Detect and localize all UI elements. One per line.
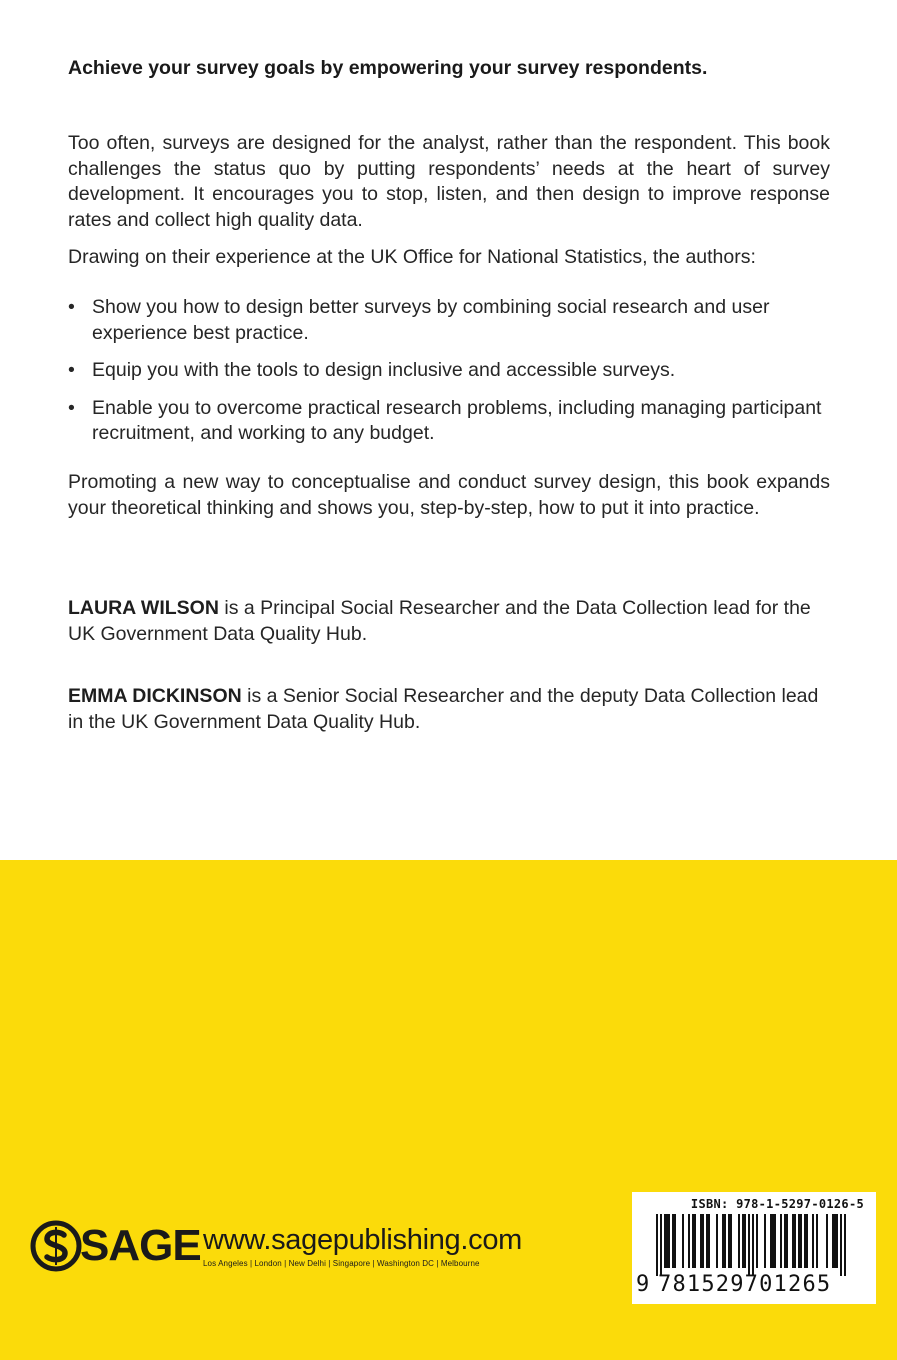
lead-in-paragraph: Drawing on their experience at the UK Office for National Statistics, the authors:: [68, 246, 756, 268]
barcode-bar: [664, 1214, 666, 1268]
barcode-bar: [764, 1214, 766, 1268]
isbn-lead-digit: 9: [636, 1272, 650, 1297]
ean-barcode: [650, 1214, 862, 1276]
barcode-bar: [840, 1214, 842, 1276]
barcode-bar: [794, 1214, 796, 1268]
publisher-logo-text: SAGE: [80, 1221, 201, 1270]
barcode-bar: [730, 1214, 732, 1268]
author-bio: is a Senior Social Researcher and the deputy Data Collection lead in the UK Government Data Quality Hub.: [68, 685, 819, 733]
closing-paragraph: Promoting a new way to conceptualise and conduct survey design, this book expands your theoretical thinking and shows you, step-by-step, how to put it into practice.: [68, 471, 830, 519]
barcode-bar: [716, 1214, 718, 1268]
barcode-bar: [748, 1214, 750, 1276]
isbn-digit-string: 781529701265: [658, 1272, 832, 1297]
author-bio-laura-wilson: [68, 596, 830, 647]
bullet-icon: •: [68, 396, 75, 419]
barcode-bar: [744, 1214, 746, 1268]
barcode-bar: [806, 1214, 808, 1268]
barcode-bar: [800, 1214, 802, 1268]
intro-paragraph: Too often, surveys are designed for the analyst, rather than the respondent. This book challenges the status quo by putting respondents’ needs at the heart of survey development. It encourages you to stop, listen, and then design to improve response rates and collect high quality data.: [68, 132, 830, 231]
barcode-bar: [816, 1214, 818, 1268]
author-name: LAURA WILSON: [68, 597, 219, 619]
tagline: Achieve your survey goals by empowering your survey respondents.: [68, 57, 708, 79]
barcode-bar: [826, 1214, 828, 1268]
sage-emblem-icon: [30, 1220, 82, 1272]
barcode-bar: [792, 1214, 794, 1268]
list-item: • Show you how to design better surveys by combining social research and user experience best practice.: [68, 296, 770, 344]
publisher-cities: Los Angeles | London | New Delhi | Singapore | Washington DC | Melbourne: [203, 1259, 480, 1268]
barcode-bar: [674, 1214, 676, 1268]
author-bio: is a Principal Social Researcher and the Data Collection lead for the UK Government Data Quality Hub.: [68, 597, 811, 645]
barcode-bar: [682, 1214, 684, 1268]
barcode-bar: [738, 1214, 740, 1268]
website-url: www.sagepublishing.com: [203, 1224, 523, 1256]
barcode-panel: [632, 1192, 876, 1304]
barcode-bar: [804, 1214, 806, 1268]
bullet-icon: •: [68, 296, 75, 318]
barcode-bar: [770, 1214, 772, 1268]
bullet-icon: •: [68, 359, 75, 381]
barcode-bar: [692, 1214, 694, 1268]
barcode-bar: [742, 1214, 744, 1268]
sage-logo: [30, 1220, 201, 1272]
barcode-bar: [660, 1214, 662, 1276]
barcode-bar: [672, 1214, 674, 1268]
author-bio-emma-dickinson: [68, 684, 830, 735]
barcode-bar: [668, 1214, 670, 1268]
publisher-website: [203, 1224, 522, 1269]
barcode-bar: [688, 1214, 690, 1268]
list-item: • Enable you to overcome practical research problems, including managing participant recruitment, and working to any budget.: [68, 396, 822, 444]
barcode-bar: [756, 1214, 758, 1268]
barcode-bar: [836, 1214, 838, 1268]
barcode-bar: [774, 1214, 776, 1268]
barcode-bar: [700, 1214, 702, 1268]
barcode-bar: [812, 1214, 814, 1268]
barcode-bar: [834, 1214, 836, 1268]
barcode-bar: [780, 1214, 782, 1268]
barcode-bar: [844, 1214, 846, 1276]
barcode-bar: [702, 1214, 704, 1268]
barcode-bar: [772, 1214, 774, 1268]
barcode-bar: [666, 1214, 668, 1268]
barcode-bar: [656, 1214, 658, 1276]
barcode-bar: [752, 1214, 754, 1276]
barcode-bar: [708, 1214, 710, 1268]
author-name: EMMA DICKINSON: [68, 685, 242, 707]
barcode-bar: [832, 1214, 834, 1268]
barcode-bar: [798, 1214, 800, 1268]
barcode-bar: [724, 1214, 726, 1268]
barcode-bar: [784, 1214, 786, 1268]
list-item: • Equip you with the tools to design inclusive and accessible surveys.: [68, 358, 830, 384]
barcode-bar: [722, 1214, 724, 1268]
bullet-list: [68, 295, 830, 459]
barcode-bar: [786, 1214, 788, 1268]
barcode-bar: [728, 1214, 730, 1268]
barcode-bar: [694, 1214, 696, 1268]
isbn-label: ISBN: 978-1-5297-0126-5: [690, 1197, 864, 1211]
barcode-bar: [706, 1214, 708, 1268]
